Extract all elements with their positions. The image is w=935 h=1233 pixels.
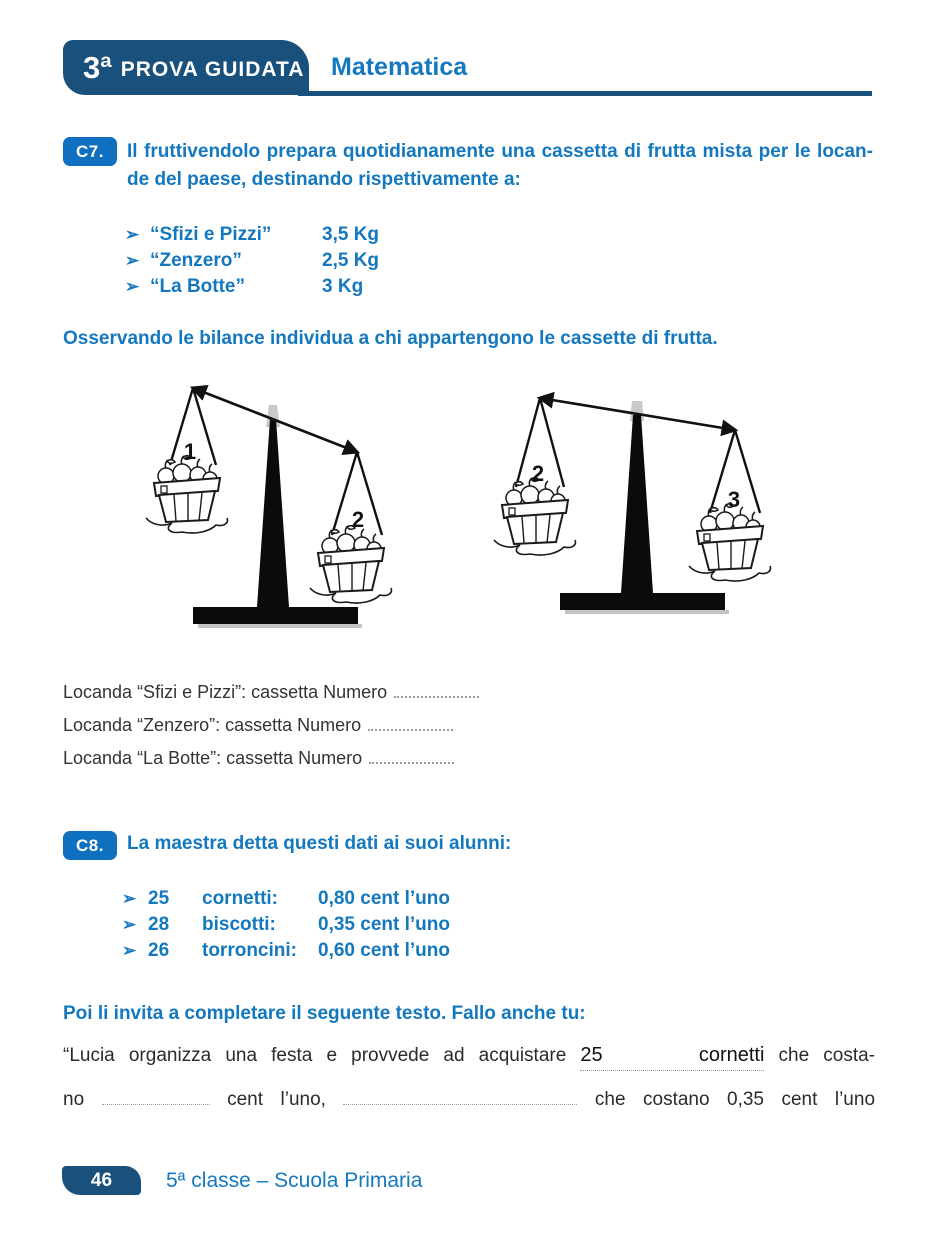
list-item xyxy=(125,248,379,274)
answer-label: Locanda “Sfizi e Pizzi”: cassetta Numero xyxy=(63,682,388,702)
q8-data-list xyxy=(122,886,450,964)
pedestal xyxy=(257,419,289,607)
fruit-crate xyxy=(310,526,391,603)
locanda-name: “Zenzero” xyxy=(150,250,242,271)
answer-row xyxy=(63,682,479,715)
q7-answer-lines xyxy=(63,682,479,781)
locanda-name: “La Botte” xyxy=(150,276,245,297)
cloze-blank[interactable] xyxy=(102,1091,210,1105)
item-price: 0,60 cent l’uno xyxy=(318,940,450,961)
list-item xyxy=(125,222,379,248)
cloze-line-1 xyxy=(63,1040,875,1071)
fruit-crate xyxy=(146,456,227,533)
q8-question-text: La maestra detta questi dati ai suoi alunni: xyxy=(127,833,512,854)
arrow-bullet-icon: ➢ xyxy=(122,889,137,908)
footer-caption: 5ª classe – Scuola Primaria xyxy=(166,1169,423,1192)
balance-scales-illustration xyxy=(140,375,830,660)
cloze-line-2 xyxy=(63,1085,875,1115)
arrow-bullet-icon: ➢ xyxy=(125,225,140,244)
list-item xyxy=(122,912,450,938)
answer-row xyxy=(63,748,479,781)
item-name: torroncini: xyxy=(202,940,297,961)
item-price: 0,35 cent l’uno xyxy=(318,914,450,935)
crate-number-label: 2 xyxy=(351,507,365,532)
cloze-text: cent l’uno, xyxy=(227,1089,326,1110)
prova-number: 3ª xyxy=(83,50,112,85)
locanda-weight: 3,5 Kg xyxy=(322,224,380,245)
q7-text-line2: de del paese, destinando rispettivamente a: xyxy=(127,169,521,190)
subject-title: Matematica xyxy=(331,53,468,81)
string xyxy=(193,388,216,465)
q7-text-line1: Il fruttivendolo prepara quotidianamente una cassetta di frutta mista per le locan- xyxy=(127,141,873,162)
cloze-text: “Lucia organizza una festa e provvede ad acquistare xyxy=(63,1045,567,1066)
answer-label: Locanda “Zenzero”: cassetta Numero xyxy=(63,715,362,735)
cloze-text: no xyxy=(63,1089,85,1110)
q7-instruction: Osservando le bilance individua a chi appartengono le cassette di frutta. xyxy=(63,328,718,349)
arrow-bullet-icon: ➢ xyxy=(122,941,137,960)
locanda-weight: 3 Kg xyxy=(322,276,364,297)
item-qty: 28 xyxy=(148,914,170,935)
page-number-badge: 46 xyxy=(62,1166,141,1195)
cloze-text: che costano 0,35 cent l’uno xyxy=(594,1089,876,1110)
answer-blank[interactable] xyxy=(368,716,453,731)
crate-number-label: 2 xyxy=(531,461,545,486)
arrow-bullet-icon: ➢ xyxy=(122,915,137,934)
prova-title: PROVA GUIDATA xyxy=(120,57,305,81)
arrow-bullet-icon: ➢ xyxy=(125,277,140,296)
pedestal xyxy=(621,415,653,593)
base-shadow xyxy=(565,610,729,614)
header-rule xyxy=(298,91,872,96)
item-price: 0,80 cent l’uno xyxy=(318,888,450,909)
answer-row xyxy=(63,715,479,748)
arrow-bullet-icon: ➢ xyxy=(125,251,140,270)
answer-blank[interactable] xyxy=(394,683,479,698)
item-qty: 26 xyxy=(148,940,170,961)
cloze-paragraph xyxy=(63,1040,875,1115)
answer-blank[interactable] xyxy=(369,749,454,764)
list-item xyxy=(122,938,450,964)
base xyxy=(560,593,725,610)
locanda-name: “Sfizi e Pizzi” xyxy=(150,224,272,245)
cloze-blank[interactable] xyxy=(343,1091,577,1105)
crate-number-label: 3 xyxy=(727,487,741,512)
item-name: biscotti: xyxy=(202,914,276,935)
balance-scale-left xyxy=(146,388,391,628)
locanda-weight: 2,5 Kg xyxy=(322,250,380,271)
list-item xyxy=(122,886,450,912)
fruit-crate xyxy=(494,478,575,555)
crate-number-label: 1 xyxy=(183,439,197,464)
base-shadow xyxy=(198,624,362,628)
base xyxy=(193,607,358,624)
question-badge-c7: C7. xyxy=(63,137,117,166)
q7-question-text xyxy=(127,138,873,194)
q7-weights-list xyxy=(125,222,379,300)
cloze-text: che costa- xyxy=(778,1045,875,1066)
q8-instruction: Poi li invita a completare il seguente testo. Fallo anche tu: xyxy=(63,1003,586,1024)
answer-label: Locanda “La Botte”: cassetta Numero xyxy=(63,748,363,768)
prova-guidata-badge xyxy=(63,40,309,95)
list-item xyxy=(125,274,379,300)
item-qty: 25 xyxy=(148,888,170,909)
question-badge-c8: C8. xyxy=(63,831,117,860)
fruit-crate xyxy=(689,504,770,581)
item-name: cornetti: xyxy=(202,888,278,909)
balance-scale-right xyxy=(494,398,770,614)
cloze-blank-filled[interactable]: 25 cornetti xyxy=(580,1040,764,1071)
